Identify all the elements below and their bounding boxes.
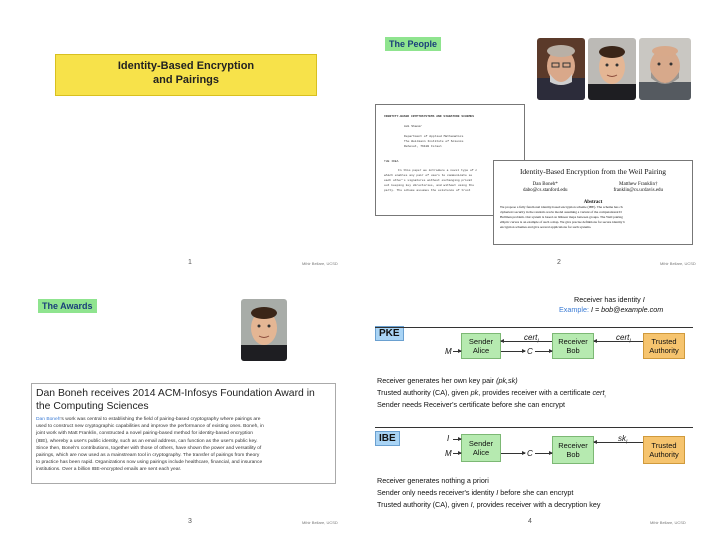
ibe-i-arrow [453,439,461,440]
page-number: 2 [557,259,561,266]
ibe-c-arrow-right [535,453,552,454]
paper2-author-2: Matthew Franklin† franklin@cs.ucdavis.edu [613,182,664,193]
award-title: Dan Boneh receives 2014 ACM-Infosys Foundation Award in the Computing Sciences [36,388,315,412]
paper2-title: Identity-Based Encryption from the Weil Pairing [519,167,667,176]
ibe-receiver-box: Receiver Bob [552,436,594,464]
pke-line-2: Trusted authority (CA), given pk, provides receiver with a certificate cert$_I$ [377,388,606,399]
paper-body-4: out keeping key directories, and without using the [384,184,475,187]
paper2-authors [500,182,686,194]
pke-cert-left-label: cert$_I$ [524,333,539,345]
ibe-m-arrow [453,453,461,454]
paper2-author-1: Dan Boneh* dabo@cs.stanford.edu [522,182,568,193]
award-box [31,383,336,484]
photo-boneh [241,299,287,361]
ibe-paper [493,160,693,245]
pke-c-arrow-right [535,351,552,352]
pke-authority-box: Trusted Authority [643,333,685,359]
paper-title: IDENTITY-BASED CRYPTOSYSTEMS AND SIGNATURE SCHEMES [384,115,475,118]
page-number: 3 [188,518,192,525]
section-tag: The People [385,37,441,51]
paper-body-5: party. The scheme assumes the existence of trust [384,189,471,192]
pke-sender-box: Sender Alice [461,333,501,359]
ibe-authority-box: Trusted Authority [643,436,685,464]
header-line-2: Example: I = bob@example.com [559,305,664,314]
slide-1 [10,8,360,278]
page-author: Mihir Bellare, UCSD [660,261,696,266]
pke-c-label: C [527,347,533,356]
paper-affil-2: The Weizmann Institute of Science [404,140,464,143]
ibe-label: IBE [375,431,400,446]
ibe-sk-label: $sk_I$ [618,434,628,446]
paper-author: Adi Shamir [404,125,423,128]
paper-body-3: each other's signatures without exchanging privat [384,179,473,182]
page-author: Mihir Bellare, UCSD [302,261,338,266]
pke-cert-left-arrow [501,341,552,342]
ibe-i-label: I [447,434,450,443]
ibe-line-3: Trusted authority (CA), given I, provides receiver with a decryption key [377,500,601,509]
pke-c-arrow-left [501,351,525,352]
pke-divider [375,327,693,328]
header-line-1: Receiver has identity I [574,295,645,304]
slide-3 [10,284,360,554]
page-number: 1 [188,259,192,266]
page-author: Mihir Bellare, UCSD [650,520,686,525]
paper2-abstract: We propose a fully functional identity-based encryption scheme (IBE). The scheme has ch ciphertext security in the random oracle model assuming a variant of the computational D Hellman problem. Our system is based on bilinear maps between groups. The Weil pairing elliptic curves is an example of such a map. We give precise definitions for secure identity b encryption schemes and give several applications for such systems. [500,205,625,229]
paper-affil-3: Rehovot, 76100 Israel [404,145,442,148]
pke-cert-right-arrow [594,341,643,342]
ibe-sk-arrow [594,442,643,443]
award-text: Dan Boneh's work was central to establishing the field of pairing-based cryptography where pairings are used to construct new cryptographic capabilities and improve the performance of existing ones. Boneh, in joint work with Matt Franklin, constructed a novel pairing-based method for identity-based encryption (IBE), whereby a user's public identity, such as an email address, can function as the user's public key. Since then, Boneh's contributions, together with those of others, have shown the power and versatility of pairings, which are now used as a mainstream tool in cryptography. The transfer of pairings from theory to practice has been rapid. Organizations now using pairings include healthcare, financial, and insurance institutions. Over a billion IBE-encrypted emails are sent each year. [36,417,264,473]
slide-4 [365,284,715,554]
pke-m-arrow [453,351,461,352]
pke-label: PKE [375,326,404,341]
photo-shamir [537,38,585,100]
ibe-sender-box: Sender Alice [461,434,501,462]
photo-franklin [639,38,691,100]
page-author: Mihir Bellare, UCSD [302,520,338,525]
ibe-c-arrow-left [501,453,525,454]
slide-title: Identity-Based Encryption and Pairings [55,54,317,96]
pke-cert-right-label: cert$_I$ [616,333,631,345]
pke-receiver-box: Receiver Bob [552,333,594,359]
award-link[interactable]: Dan Boneh [36,417,61,422]
paper-body-2: which enables any pair of users to communicate se [384,174,473,177]
pke-m-label: M [445,347,452,356]
ibe-line-2: Sender only needs receiver's identity I before she can encrypt [377,488,574,497]
paper-body-1: In this paper we introduce a novel type of c [398,169,478,172]
page-number: 4 [528,518,532,525]
ibe-divider [375,427,693,428]
paper-affil-1: Department of Applied Mathematics [404,135,464,138]
ibe-c-label: C [527,449,533,458]
section-tag: The Awards [38,299,97,313]
pke-line-3: Sender needs Receiver's certificate before she can encrypt [377,400,565,409]
slide-2 [365,8,715,278]
paper-section: THE IDEA [384,160,399,163]
pke-line-1: Receiver generates her own key pair (pk,sk) [377,376,518,385]
paper2-abstract-head: Abstract [583,200,603,205]
ibe-m-label: M [445,449,452,458]
photo-boneh [588,38,636,100]
ibe-line-1: Receiver generates nothing a priori [377,476,489,485]
